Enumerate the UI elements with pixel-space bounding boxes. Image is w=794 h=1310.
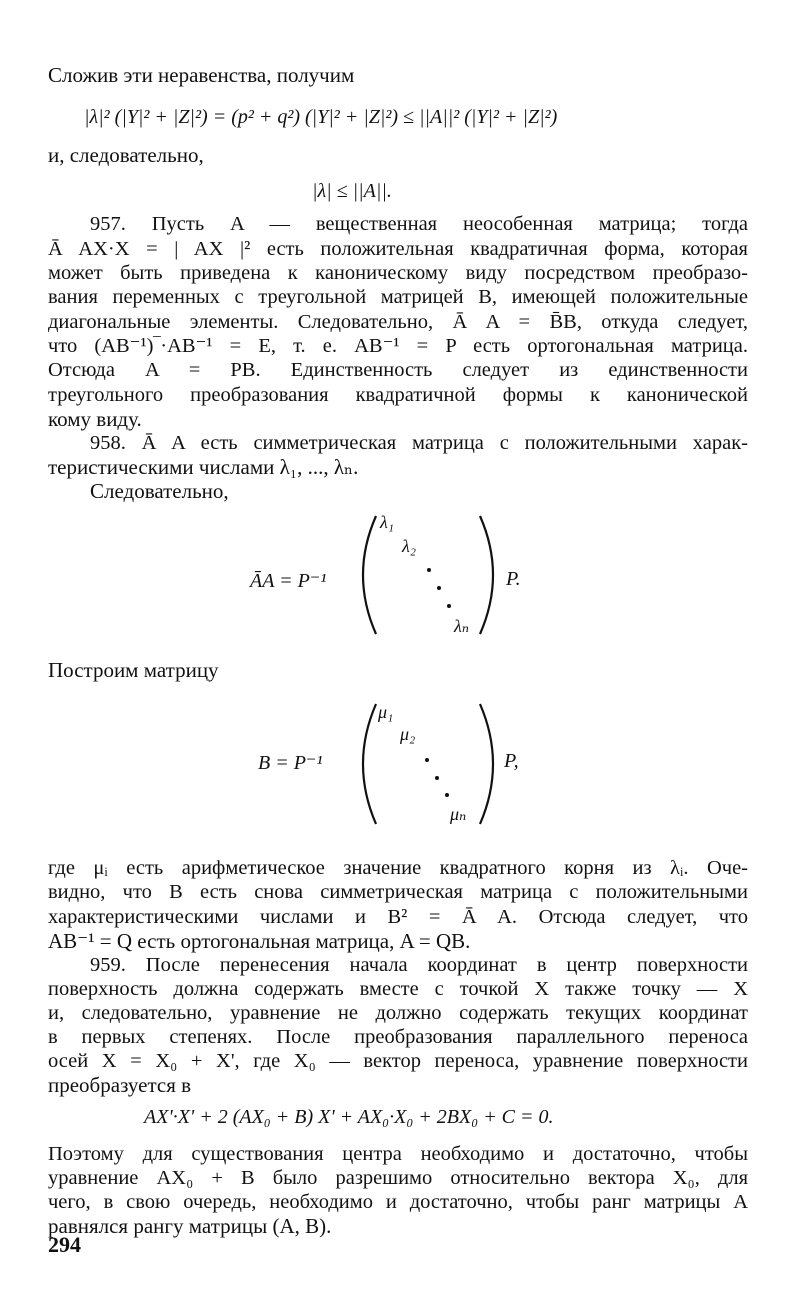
problem-957-line: Ā AX·X = | AX |² есть положительная квадратичная форма, которая [48, 238, 748, 260]
matrix-1-entry: λ₂ [402, 536, 417, 556]
page-number: 294 [48, 1232, 81, 1257]
matrix-1-diagonal-dot [447, 604, 451, 608]
text-line: и, следовательно, [48, 143, 204, 167]
matrix-1-parentheses [348, 510, 508, 640]
matrix-1-right-side: P. [506, 568, 521, 590]
problem-958-line: теристическими числами λ₁, ..., λₙ. [48, 455, 359, 479]
text-line: Поэтому для существования центра необходимо и достаточно, чтобы [48, 1143, 748, 1165]
text-line: Сложив эти неравенства, получим [48, 63, 355, 87]
equation-2: |λ| ≤ ||A||. [312, 180, 392, 202]
problem-957-line: Отсюда A = PB. Единственность следует из единственности [48, 359, 748, 381]
text-line: чего, в свою очередь, необходимо и достаточно, чтобы ранг матрицы A [48, 1191, 748, 1213]
matrix-2-diagonal-dot [445, 793, 449, 797]
problem-959-line: поверхность должна содержать вместе с точкой X также точку — X [48, 978, 748, 1000]
matrix-2-entry: μ₁ [378, 702, 394, 722]
problem-959-line: преобразуется в [48, 1073, 192, 1097]
problem-959-line: в первых степенях. После преобразования параллельного переноса [48, 1026, 748, 1048]
problem-957-line: 957. Пусть A — вещественная неособенная матрица; тогда [90, 213, 748, 235]
text-line: Построим матрицу [48, 658, 219, 682]
diagonal-matrix-1 [348, 510, 508, 640]
problem-957-line: может быть приведена к каноническому виду посредством преобразо- [48, 262, 748, 284]
equation-3: AX'·X' + 2 (AX₀ + B) X' + AX₀·X₀ + 2BX₀ + C = 0. [144, 1106, 554, 1128]
text-line: характеристическими числами и B² = Ā A. Отсюда следует, что [48, 906, 748, 928]
matrix-1-entry: λ₁ [380, 512, 395, 532]
matrix-2-parentheses [348, 700, 508, 828]
matrix-2-diagonal-dot [425, 758, 429, 762]
matrix-1-diagonal-dot [427, 568, 431, 572]
text-line: равнялся рангу матрицы (A, B). [48, 1214, 332, 1238]
diagonal-matrix-2 [348, 700, 508, 828]
problem-957-line: вания переменных с треугольной матрицей B, имеющей положительные [48, 286, 748, 308]
problem-959-line: и, следовательно, уравнение не должно содержать текущих координат [48, 1002, 748, 1024]
text-line: где μᵢ есть арифметическое значение квадратного корня из λᵢ. Оче- [48, 857, 748, 879]
book-page [48, 0, 748, 1310]
problem-957-line: треугольного преобразования квадратичной формы к канонической [48, 384, 748, 406]
problem-959-line: 959. После перенесения начала координат в центр поверхности [90, 954, 748, 976]
problem-957-line: что (AB⁻¹)‾·AB⁻¹ = E, т. е. AB⁻¹ = P есть ортогональная матрица. [48, 335, 748, 357]
matrix-1-entry: λₙ [454, 616, 470, 636]
matrix-1-left-side: ĀA = P⁻¹ [250, 570, 327, 592]
text-line: видно, что B есть снова симметрическая матрица с положительными [48, 881, 748, 903]
matrix-2-diagonal-dot [435, 776, 439, 780]
problem-957-line: кому виду. [48, 407, 142, 431]
text-line: AB⁻¹ = Q есть ортогональная матрица, A = QB. [48, 929, 471, 953]
text-line: уравнение AX₀ + B было разрешимо относительно вектора X₀, для [48, 1167, 748, 1189]
matrix-2-left-side: B = P⁻¹ [258, 752, 323, 774]
matrix-1-diagonal-dot [437, 586, 441, 590]
problem-958-line: Следовательно, [90, 479, 229, 503]
matrix-2-entry: μ₂ [400, 724, 416, 744]
problem-957-line: диагональные элементы. Следовательно, Ā A = B̄B, откуда следует, [48, 311, 748, 333]
equation-1: |λ|² (|Y|² + |Z|²) = (p² + q²) (|Y|² + |Z|²) ≤ ||A||² (|Y|² + |Z|²) [84, 106, 558, 128]
matrix-2-right-side: P, [504, 750, 519, 772]
problem-959-line: осей X = X₀ + X', где X₀ — вектор переноса, уравнение поверхности [48, 1050, 748, 1072]
matrix-2-entry: μₙ [450, 804, 467, 824]
problem-958-line: 958. Ā A есть симметрическая матрица с положительными харак- [90, 432, 748, 454]
